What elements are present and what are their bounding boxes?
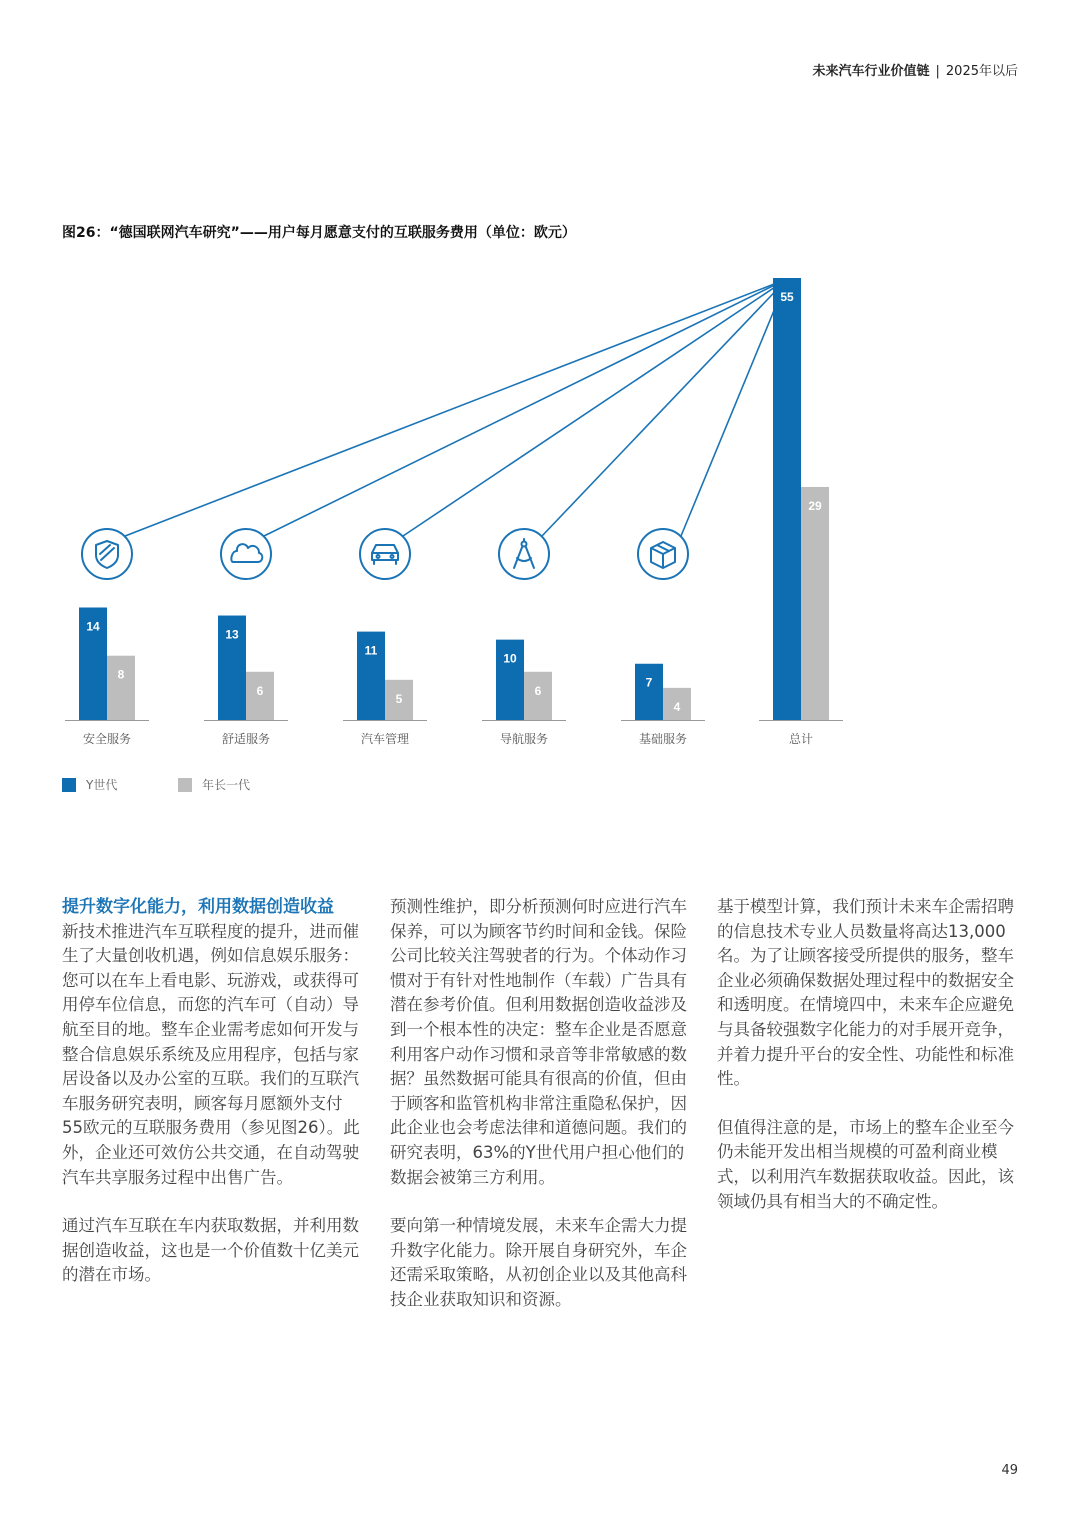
bar-y-generation [635, 664, 663, 720]
data-label-y-generation: 11 [364, 643, 378, 658]
category-label: 总计 [788, 732, 814, 746]
connector-line [403, 279, 787, 536]
compass-icon [499, 529, 549, 579]
text-column-1 [62, 895, 362, 1312]
header-title: 未来汽车行业价值链 [812, 64, 930, 79]
connector-line [542, 279, 787, 536]
header-subtitle: 2025年以后 [945, 64, 1018, 79]
data-label-older-generation: 4 [673, 699, 681, 714]
data-label-older-generation: 29 [808, 498, 822, 513]
data-label-y-generation: 55 [780, 290, 794, 304]
data-label-y-generation: 7 [645, 675, 653, 690]
data-label-y-generation: 13 [225, 627, 239, 642]
paragraph: 要向第一种情境发展，未来车企需大力提升数字化能力。除开展自身研究外，车企还需采取策略，从初创企业以及其他高科技企业获取知识和资源。 [390, 1216, 687, 1309]
paragraph: 通过汽车互联在车内获取数据，并利用数据创造收益，这也是一个价值数十亿美元的潜在市场。 [62, 1216, 359, 1285]
box-icon [638, 529, 688, 579]
paragraph: 新技术推进汽车互联程度的提升，进而催生了大量创收机遇，例如信息娱乐服务：您可以在车上看电影、玩游戏，或获得可用停车位信息，而您的汽车可（自动）导航至目的地。整车企业需考虑如何开发与整合信息娱乐系统及应用程序，包括与家居设备以及办公室的互联。我们的互联汽车服务研究表明，顾客每月愿额外支付55欧元的互联服务费用（参见图26）。此外，企业还可效仿公共交通，在自动驾驶汽车共享服务过程中出售广告。 [62, 921, 360, 1187]
paragraph: 但值得注意的是，市场上的整车企业至今仍未能开发出相当规模的可盈利商业模式，以利用汽车数据获取收益。因此，该领域仍具有相当大的不确定性。 [717, 1117, 1014, 1211]
text-column-2 [390, 895, 690, 1337]
data-label-y-generation: 14 [86, 619, 100, 634]
header-separator: | [935, 64, 940, 79]
legend-item-older-generation [178, 776, 250, 793]
figure-title: 图26：“德国联网汽车研究”——用户每月愿意支付的互联服务费用（单位：欧元） [62, 225, 576, 241]
category-label: 汽车管理 [360, 732, 410, 746]
section-heading: 提升数字化能力，利用数据创造收益 [62, 897, 334, 917]
category-label: 舒适服务 [221, 732, 271, 746]
category-label: 导航服务 [499, 732, 549, 746]
legend-swatch-older-generation [178, 778, 192, 792]
data-label-older-generation: 8 [117, 667, 125, 682]
data-label-y-generation: 10 [503, 651, 517, 666]
legend-item-y-generation [62, 776, 117, 793]
category-label: 基础服务 [638, 732, 688, 746]
legend-label-y-generation: Y世代 [86, 778, 118, 792]
bar-older-generation [107, 656, 135, 720]
connector-line [125, 279, 787, 536]
connector-line [264, 279, 787, 536]
paragraph: 基于模型计算，我们预计未来车企需招聘的信息技术专业人员数量将高达13,000名。为了让顾客接受所提供的服务，整车企业必须确保数据处理过程中的数据安全和透明度。在情境四中，未来车企应避免与具备较强数字化能力的对手展开竞争，并着力提升平台的安全性、功能性和标准性。 [717, 897, 1014, 1089]
data-label-older-generation: 5 [395, 691, 403, 706]
connector-line [681, 279, 787, 536]
shield-icon [82, 529, 132, 579]
category-label: 安全服务 [82, 732, 132, 746]
data-label-older-generation: 6 [256, 683, 264, 698]
car-icon [360, 529, 410, 579]
bar-y-generation [773, 278, 801, 720]
bar-chart [0, 260, 1080, 760]
text-column-3 [717, 895, 1017, 1238]
page-number: 49 [1001, 1463, 1018, 1478]
running-header [813, 60, 1019, 79]
bar-older-generation [801, 487, 829, 720]
data-label-older-generation: 6 [534, 683, 542, 698]
legend-label-older-generation: 年长一代 [202, 778, 251, 792]
paragraph: 预测性维护，即分析预测何时应进行汽车保养，可以为顾客节约时间和金钱。保险公司比较关注驾驶者的行为。个体动作习惯对于有针对性地制作（车载）广告具有潜在参考价值。但利用数据创造收益涉及到一个根本性的决定：整车企业是否愿意利用客户动作习惯和录音等非常敏感的数据？虽然数据可能具有很高的价值，但由于顾客和监管机构非常注重隐私保护，因此企业也会考虑法律和道德问题。我们的研究表明，63%的Y世代用户担心他们的数据会被第三方利用。 [390, 897, 687, 1187]
legend-swatch-y-generation [62, 778, 76, 792]
cloud-icon [221, 529, 271, 579]
